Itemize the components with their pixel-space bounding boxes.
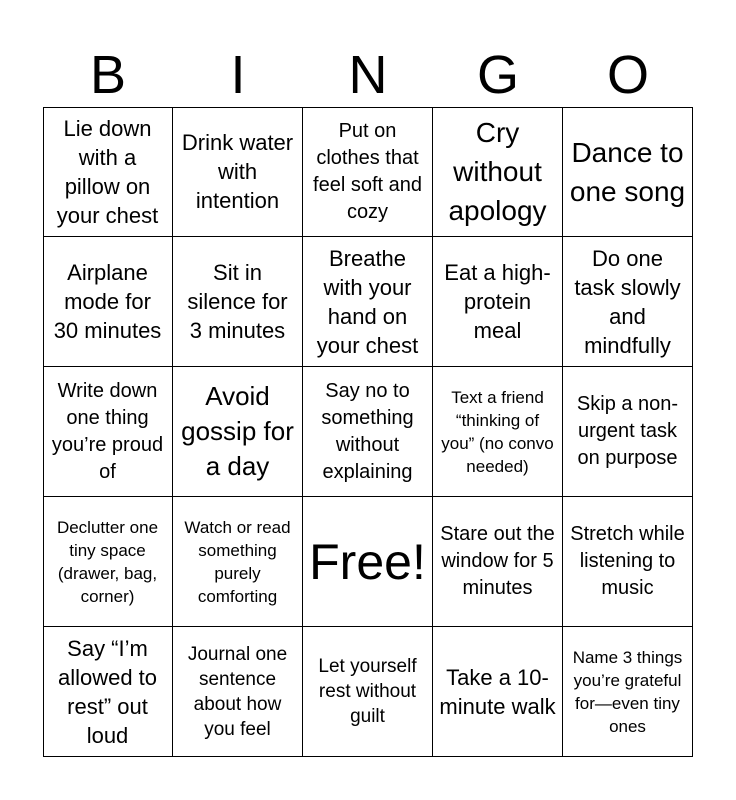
cell-text: Lie down with a pillow on your chest xyxy=(56,115,159,228)
cell-text: Name 3 things you’re grateful for—even tiny ones xyxy=(572,647,683,736)
header-letter-i: I xyxy=(230,45,246,105)
bingo-cell[interactable] xyxy=(563,627,693,757)
cell-text: Watch or read something purely comforting xyxy=(184,517,291,606)
bingo-cell[interactable] xyxy=(433,237,563,367)
cell-text: Journal one sentence about how you feel xyxy=(187,643,288,740)
bingo-cell[interactable] xyxy=(303,367,433,497)
header-letter-g: G xyxy=(476,45,519,105)
bingo-cell[interactable] xyxy=(43,627,173,757)
bingo-header xyxy=(43,42,693,108)
bingo-cell[interactable] xyxy=(173,107,303,237)
bingo-cell[interactable] xyxy=(173,497,303,627)
cell-text: Say no to something without explaining xyxy=(321,379,414,483)
bingo-cell[interactable] xyxy=(563,237,693,367)
bingo-cell[interactable] xyxy=(563,497,693,627)
bingo-board xyxy=(43,107,693,757)
bingo-cell[interactable] xyxy=(43,237,173,367)
bingo-cell[interactable] xyxy=(173,237,303,367)
bingo-cell[interactable] xyxy=(173,627,303,757)
cell-text: Airplane mode for 30 minutes xyxy=(53,260,162,343)
header-letter-o: O xyxy=(606,45,649,105)
cell-text: Cry without apology xyxy=(448,117,547,226)
cell-text: Avoid gossip for a day xyxy=(181,381,294,481)
bingo-cell[interactable] xyxy=(563,367,693,497)
cell-text: Let yourself rest without guilt xyxy=(318,656,417,727)
cell-text: Sit in silence for 3 minutes xyxy=(187,260,288,343)
bingo-cell[interactable] xyxy=(433,107,563,237)
bingo-cell[interactable] xyxy=(563,107,693,237)
cell-text: Declutter one tiny space (drawer, bag, corner) xyxy=(56,517,159,606)
cell-text: Stare out the window for 5 minutes xyxy=(440,523,555,599)
header-letter-b: B xyxy=(89,45,127,105)
bingo-cell[interactable] xyxy=(43,107,173,237)
cell-text: Drink water with intention xyxy=(181,130,294,213)
bingo-cell[interactable] xyxy=(433,497,563,627)
header-letter-n: N xyxy=(348,45,388,105)
cell-text: Free! xyxy=(309,533,426,590)
bingo-cell[interactable] xyxy=(43,367,173,497)
free-space-cell[interactable] xyxy=(303,497,433,627)
bingo-cell[interactable] xyxy=(303,627,433,757)
cell-text: Stretch while listening to music xyxy=(570,523,685,599)
cell-text: Say “I’m allowed to rest” out loud xyxy=(57,635,158,748)
cell-text: Take a 10-minute walk xyxy=(439,664,556,719)
cell-text: Write down one thing you’re proud of xyxy=(51,379,164,483)
cell-text: Eat a high-protein meal xyxy=(444,260,551,343)
cell-text: Skip a non-urgent task on purpose xyxy=(576,393,679,469)
cell-text: Dance to one song xyxy=(569,136,686,207)
cell-text: Put on clothes that feel soft and cozy xyxy=(313,119,422,223)
cell-text: Text a friend “thinking of you” (no convo needed) xyxy=(441,387,554,476)
cell-text: Breathe with your hand on your chest xyxy=(316,245,419,358)
bingo-cell[interactable] xyxy=(433,627,563,757)
bingo-cell[interactable] xyxy=(43,497,173,627)
bingo-cell[interactable] xyxy=(173,367,303,497)
bingo-cell[interactable] xyxy=(303,237,433,367)
bingo-cell[interactable] xyxy=(303,107,433,237)
bingo-cell[interactable] xyxy=(433,367,563,497)
cell-text: Do one task slowly and mindfully xyxy=(574,245,681,358)
